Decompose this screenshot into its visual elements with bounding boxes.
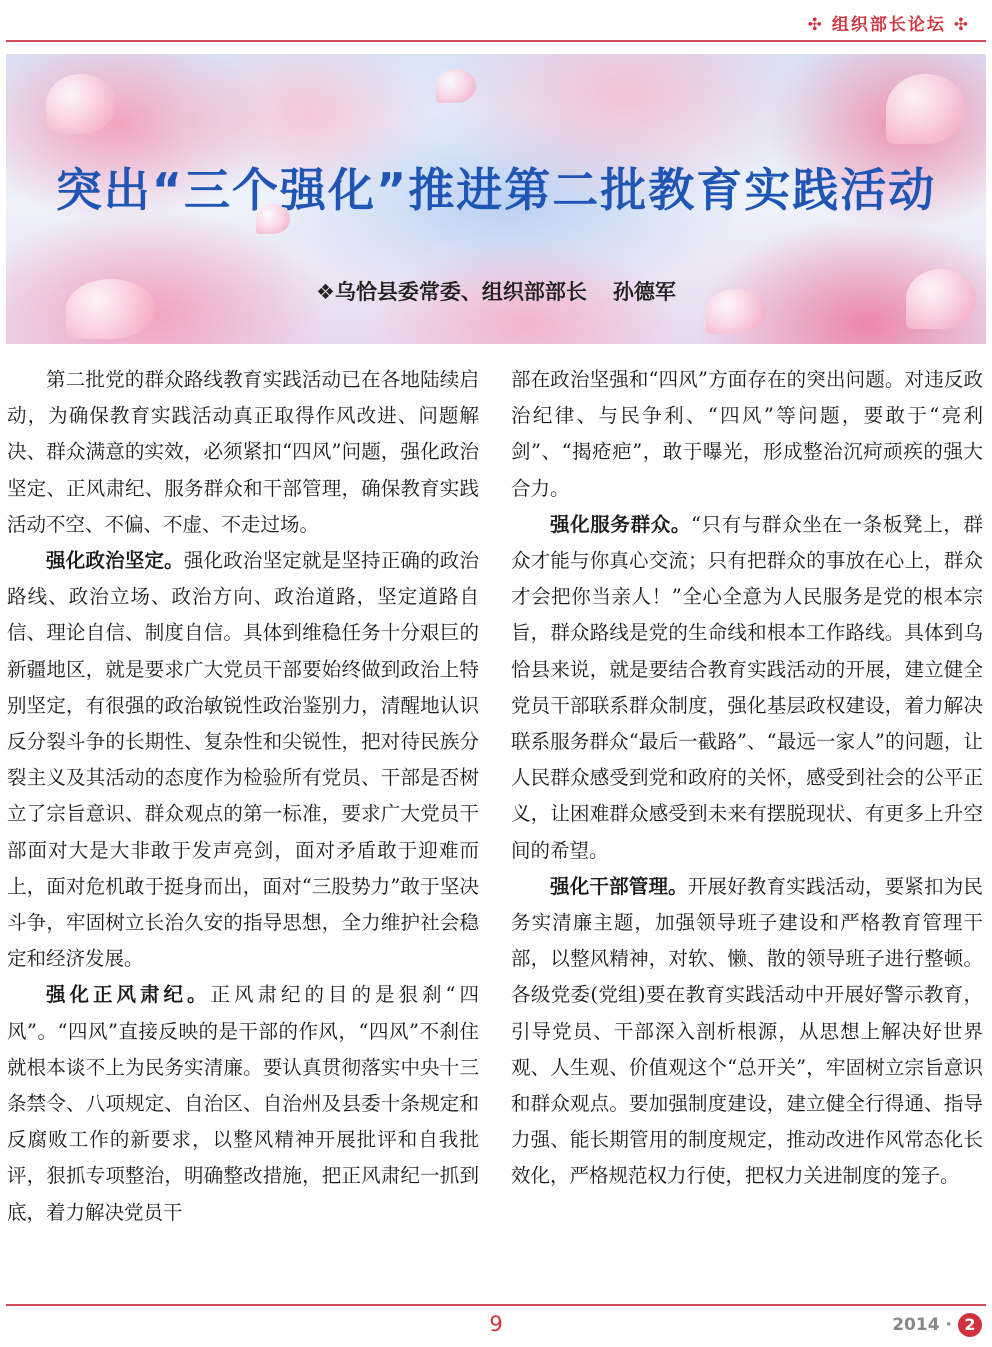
author-role: 乌恰县委常委、组织部部长 (334, 280, 587, 304)
issue-year: 2014 (892, 1315, 940, 1335)
article-paragraph (7, 543, 479, 977)
article-column-right (511, 362, 983, 1195)
section-heading: 强化正风肃纪。 (46, 983, 211, 1007)
article-paragraph (7, 977, 479, 1230)
article-paragraph: 第二批党的群众路线教育实践活动已在各地陆续启动，为确保教育实践活动真正取得作风改进、问题解决、群众满意的实效，必须紧扣“四风”问题，强化政治坚定、正风肃纪、服务群众和干部管理，确保教育实践活动不空、不偏、不虚、不走过场。 (7, 368, 479, 536)
title-banner (6, 54, 986, 344)
article-paragraph: 部在政治坚强和“四风”方面存在的突出问题。对违反政治纪律、与民争利、“四风”等问题，要敢于“亮利剑”、“揭疮疤”，敢于曝光，形成整治沉疴顽疾的强大合力。 (511, 368, 983, 500)
paragraph-body: 强化政治坚定就是坚持正确的政治路线、政治立场、政治方向、政治道路，坚定道路自信、理论自信、制度自信。具体到维稳任务十分艰巨的新疆地区，就是要求广大党员干部要始终做到政治上特别坚定，有很强的政治敏锐性政治鉴别力，清醒地认识反分裂斗争的长期性、复杂性和尖锐性，把对待民族分裂主义及其活动的态度作为检验所有党员、干部是否树立了宗旨意识、群众观点的第一标准，要求广大党员干部面对大是大非敢于发声亮剑，面对矛盾敢于迎难而上，面对危机敢于挺身而出，面对“三股势力”敢于坚决斗争，牢固树立长治久安的指导思想，全力维护社会稳定和经济发展。 (7, 549, 479, 971)
article-column-left (7, 362, 479, 1231)
issue-separator: · (945, 1315, 952, 1335)
byline-marker-icon: ❖ (316, 280, 335, 304)
top-divider (6, 40, 986, 42)
section-heading: 强化服务群众。 (550, 512, 692, 536)
article-paragraph (511, 507, 983, 869)
article-paragraph (511, 869, 983, 1195)
page-number: 9 (489, 1312, 503, 1336)
article-title: 突出“三个强化”推进第二批教育实践活动 (55, 163, 937, 217)
bottom-divider (6, 1304, 986, 1306)
author-byline (6, 276, 986, 306)
paragraph-body: “只有与群众坐在一条板凳上，群众才能与你真心交流；只有把群众的事放在心上，群众才会把你当亲人！”全心全意为人民服务是党的根本宗旨，群众路线是党的生命线和根本工作路线。具体到乌恰县来说，就是要结合教育实践活动的开展，建立健全党员干部联系群众制度，强化基层政权建设，着力解决联系服务群众“最后一截路”、“最远一家人”的问题，让人民群众感受到党和政府的关怀，感受到社会的公平正义，让困难群众感受到未来有摆脱现状、有更多上升空间的希望。 (511, 512, 983, 862)
issue-label (892, 1313, 982, 1337)
section-label: ✣ 组织部长论坛 ✣ (807, 15, 970, 35)
paragraph-body: 正风肃纪的目的是狠刹“四风”。“四风”直接反映的是干部的作风，“四风”不刹住就根本谈不上为民务实清廉。要认真贯彻落实中央十三条禁令、八项规定、自治区、自治州及县委十条规定和反腐败工作的新要求，以整风精神开展批评和自我批评，狠抓专项整治，明确整改措施，把正风肃纪一抓到底，着力解决党员干 (7, 983, 479, 1224)
author-name: 孙德军 (612, 280, 676, 304)
section-heading: 强化政治坚定。 (46, 549, 184, 573)
paragraph-body: 开展好教育实践活动，要紧扣为民务实清廉主题，加强领导班子建设和严格教育管理干部，以整风精神，对软、懒、散的领导班子进行整顿。各级党委(党组)要在教育实践活动中开展好警示教育，引导党员、干部深入剖析根源，从思想上解决好世界观、人生观、价值观这个“总开关”，牢固树立宗旨意识和群众观点。要加强制度建设，建立健全行得通、指导力强、能长期管用的制度规定，推动改进作风常态化长效化，严格规范权力行使，把权力关进制度的笼子。 (511, 874, 983, 1188)
blossom-decoration (886, 74, 966, 144)
page-header (0, 0, 992, 44)
blossom-decoration (436, 69, 476, 103)
issue-number-badge: 2 (958, 1313, 982, 1337)
blossom-decoration (46, 74, 116, 134)
section-heading: 强化干部管理。 (550, 874, 688, 898)
